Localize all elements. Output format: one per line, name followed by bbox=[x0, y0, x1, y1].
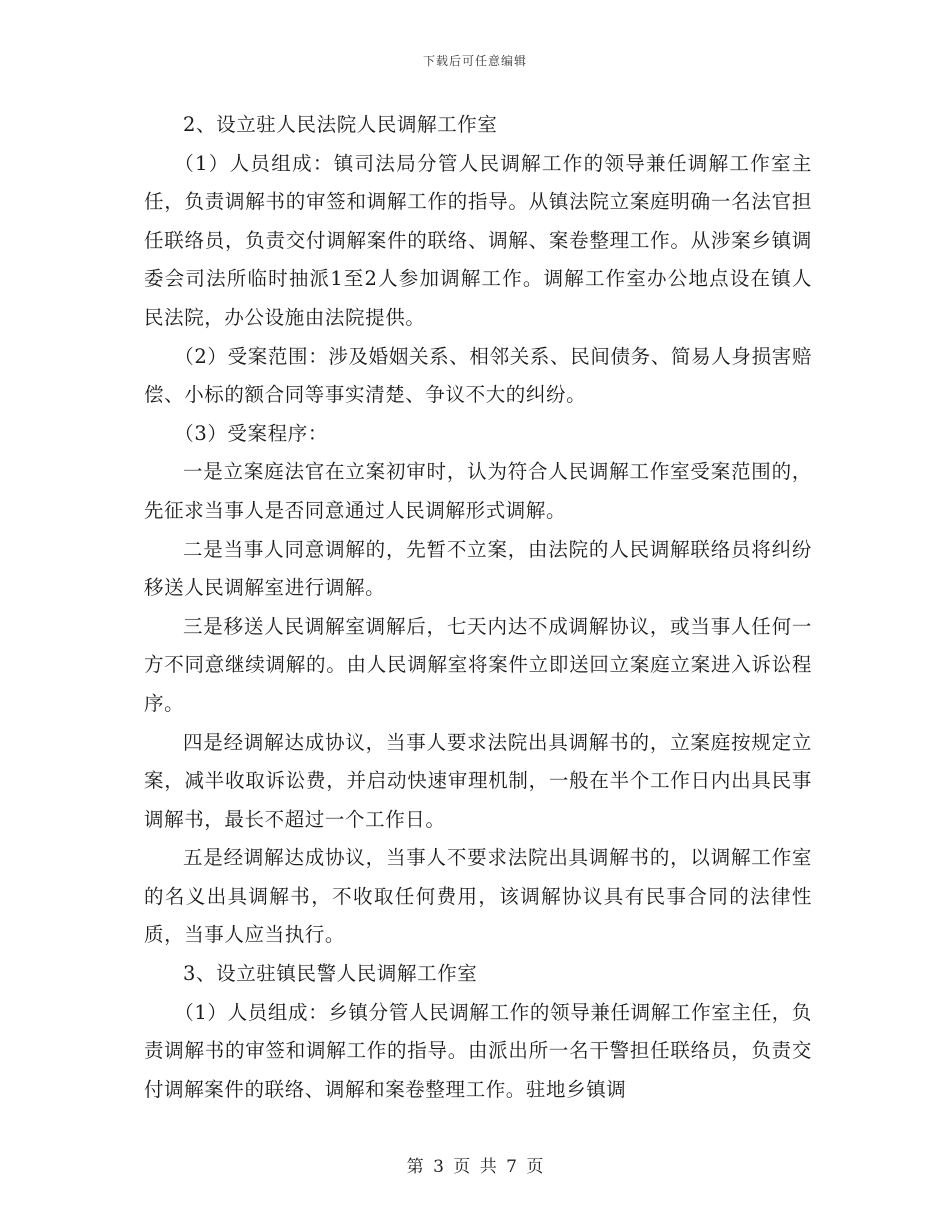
paragraph-step-4: 四是经调解达成协议，当事人要求法院出具调解书的，立案庭按规定立案，减半收取诉讼费，并启动快速审理机制，一般在半个工作日内出具民事调解书，最长不超过一个工作日。 bbox=[144, 730, 812, 831]
paragraph-step-5: 五是经调解达成协议，当事人不要求法院出具调解书的，以调解工作室的名义出具调解书，不收取任何费用，该调解协议具有民事合同的法律性质，当事人应当执行。 bbox=[144, 846, 812, 947]
paragraph-case-procedure: （3）受案程序： bbox=[174, 421, 328, 445]
section-heading-2: 2、设立驻人民法院人民调解工作室 bbox=[183, 113, 498, 136]
paragraph-step-1: 一是立案庭法官在立案初审时，认为符合人民调解工作室受案范围的，先征求当事人是否同意通过人民调解形式调解。 bbox=[144, 460, 812, 522]
paragraph-personnel-1: （1）人员组成：镇司法局分管人民调解工作的领导兼任调解工作室主任，负责调解书的审签和调解工作的指导。从镇法院立案庭明确一名法官担任联络员，负责交付调解案件的联络、调解、案卷整理工作。从涉案乡镇调委会司法所临时抽派1至2人参加调解工作。调解工作室办公地点设在镇人民法院，办公设施由法院提供。 bbox=[144, 151, 812, 329]
paragraph-step-2: 二是当事人同意调解的，先暂不立案，由法院的人民调解联络员将纠纷移送人民调解室进行调解。 bbox=[144, 537, 812, 600]
header-note: 下载后可任意编辑 bbox=[422, 54, 527, 68]
paragraph-step-3: 三是移送人民调解室调解后，七天内达不成调解协议，或当事人任何一方不同意继续调解的。由人民调解室将案件立即送回立案庭立案进入诉讼程序。 bbox=[144, 614, 812, 715]
section-heading-3: 3、设立驻镇民警人民调解工作室 bbox=[183, 962, 478, 986]
paragraph-case-scope: （2）受案范围：涉及婚姻关系、相邻关系、民间债务、简易人身损害赔偿、小标的额合同等事实清楚、争议不大的纠纷。 bbox=[144, 344, 812, 407]
document-body bbox=[144, 106, 812, 1109]
paragraph-personnel-2: （1）人员组成：乡镇分管人民调解工作的领导兼任调解工作室主任，负责调解书的审签和调解工作的指导。由派出所一名干警担任联络员，负责交付调解案件的联络、调解和案卷整理工作。驻地乡镇调 bbox=[144, 1000, 812, 1101]
page-number: 第 3 页 共 7 页 bbox=[406, 1157, 544, 1177]
